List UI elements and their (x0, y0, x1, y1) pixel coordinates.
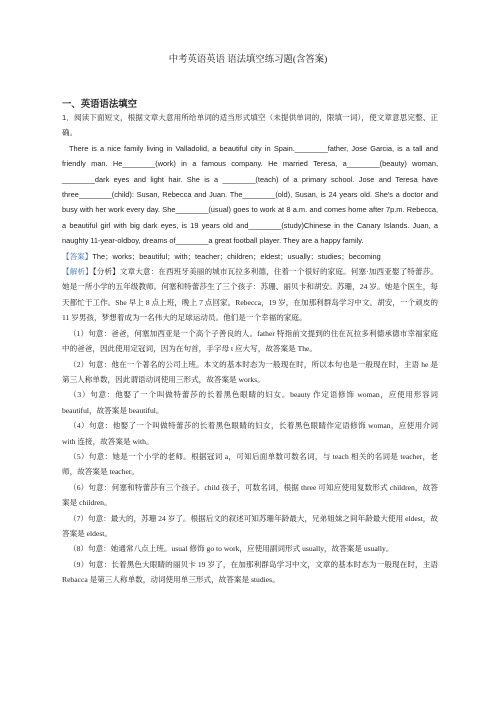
analysis-item: （2）句意：他在一个著名的公司上班。本文的基本时态为一般现在时，所以本句也是一般现在时，主语 he 是第三人称单数，因此谓语动词使用三形式，故答案是 works。 (62, 359, 438, 384)
section-heading: 一、英语语法填空 (62, 98, 138, 109)
analysis-intro (62, 264, 438, 326)
answer-text: The；works；beautiful；with；teacher；children；eldest；usually；studies；becoming (92, 251, 381, 261)
question-instruction-text: 阅读下面短文，根据文章大意用所给单词的适当形式填空（未提供单词的，限填一词），使文章意思完整、正确。 (62, 113, 438, 138)
question-passage: There is a nice family living in Valladolid, a beautiful city in Spain.________father, Jose Garcia, is a tall and friendly man. He________(work) in a famous company. He married Teresa, a________(beauty) woman, ________dark eyes and light hair. She is a ________(teach) of a primary school. Jose and Teresa have three________(child): Susan, Rebecca and Juan. The________(old), Susan, is 24 years old. She's a doctor and busy with her work every day. She________(usual) goes to work at 8 a.m. and comes home after 7p.m. Rebecca, a beautiful girl with big dark eyes, is 19 years old and________(study)Chinese in the Canary Islands. Juan, a naughty 11-year-oldboy, dreams of________a great football player. They are a happy family. (62, 143, 438, 246)
analysis-item: （4）句意：他娶了一个叫做特蕾莎的长着黑色眼睛的妇女，长着黑色眼睛作定语修饰 woman，应使用介词 with 连接，故答案是 with。 (62, 421, 438, 446)
analysis-item: （6）句意：何塞和特蕾莎有三个孩子。child 孩子，可数名词，根据 three 可知应使用复数形式 children，故答案是 children。 (62, 482, 438, 508)
analysis-intro-text: 【分析】文章大意：在西班牙美丽的城市瓦拉多利德，住着一个很好的家庭。何塞·加西亚娶了特蕾莎。她是一所小学的五年级教师。何塞和特蕾莎生了三个孩子：苏珊、丽贝卡和胡安。苏珊，24 岁。她是个医生，每天都忙于工作。She 早上 8 点上班，晚上 7 点回家。Rebecca，19 岁，在加那利群岛学习中文。胡安，一个顽皮的 11 岁男孩，梦想着成为一名伟大的足球运动员。他们是一个幸福的家庭。 (62, 267, 438, 323)
analysis-item: （9）句意：长着黑色大眼睛的丽贝卡 19 岁了，在加那利群岛学习中文，文章的基本时态为一般现在时，主语 Rebacca 是第三人称单数，动词使用单三形式，故答案是 studies。 (62, 559, 438, 585)
analysis-item: （5）句意：她是一个小学的老师。根据冠词 a，可知后面单数可数名词，与 teach 相关的名词是 teacher，老师，故答案是 teacher。 (62, 451, 438, 477)
question-number: 1． (62, 113, 74, 122)
analysis-item: （7）句意：最大的，苏珊 24 岁了。根据后文的叙述可知苏珊年龄最大，兄弟姐妹之间年龄最大使用 eldest，故答案是 eldest。 (62, 513, 438, 538)
analysis-item: （1）句意：爸爸，何塞加西亚是一个高个子善良的人。father 特指前文提到的住在瓦拉多利德承德市幸福家庭中的爸爸，因此使用定冠词，因为在句首，手字母 t 应大写，故答案是 The。 (62, 328, 438, 354)
analysis-tag: 【解析】 (62, 267, 93, 277)
page-title: 中考英语英语 语法填空练习题(含答案) (168, 55, 328, 65)
document-body (62, 110, 438, 588)
question-instruction (62, 110, 438, 141)
answer-line (62, 249, 438, 264)
answer-tag: 【答案】 (62, 251, 93, 261)
analysis-item: （8）句意：她通常八点上班。usual 修饰 go to work，应使用副词形式 usually，故答案是 usually。 (69, 544, 394, 554)
analysis-item: （3）句意：他娶了一个叫做特蕾莎的长着黑色眼睛的妇女。beauty 作定语修饰 woman，应使用形容词 beautiful，故答案是 beautiful。 (62, 390, 438, 415)
